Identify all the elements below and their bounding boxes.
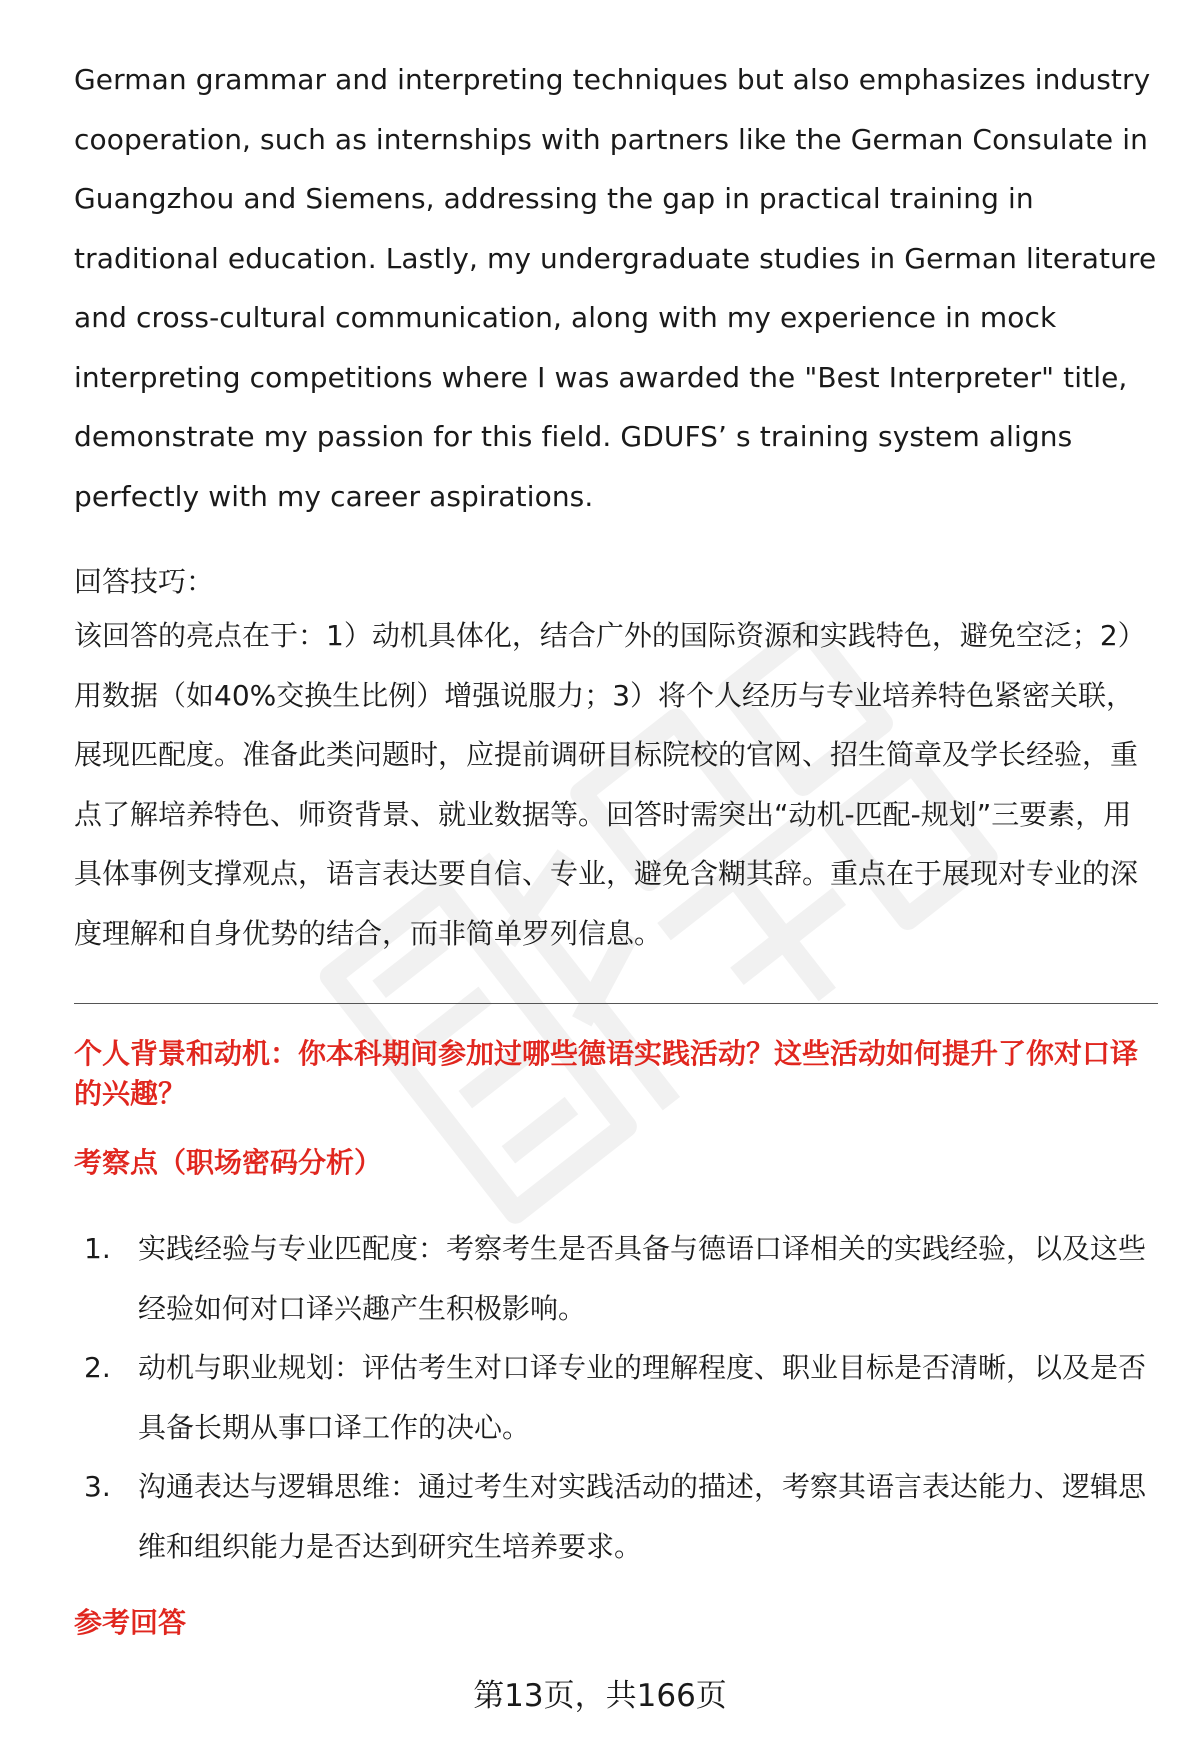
list-item <box>74 1338 1158 1457</box>
question-heading: 个人背景和动机：你本科期间参加过哪些德语实践活动？这些活动如何提升了你对口译的兴趣？ <box>74 1037 1139 1110</box>
intro-paragraph: German grammar and interpreting techniques but also emphasizes industry cooperation, such as internships with partners like the German Consulate in Guangzhou and Siemens, addressing the gap in practical training in traditional education. Lastly, my undergraduate studies in German literature and cross-cultural communication, along with my experience in mock interpreting competitions where I was awarded the "Best Interpreter" title, demonstrate my passion for this field. GDUFS’ s training system aligns perfectly with my career aspirations. <box>74 63 1157 513</box>
list-item-text: 沟通表达与逻辑思维：通过考生对实践活动的描述，考察其语言表达能力、逻辑思维和组织能力是否达到研究生培养要求。 <box>138 1470 1147 1563</box>
assessment-list <box>74 1219 1158 1576</box>
answer-title: 参考回答 <box>74 1606 187 1639</box>
assessment-title: 考察点（职场密码分析） <box>74 1146 383 1179</box>
tips-body: 该回答的亮点在于：1）动机具体化，结合广外的国际资源和实践特色，避免空泛；2）用数据（如40%交换生比例）增强说服力；3）将个人经历与专业培养特色紧密关联，展现匹配度。准备此类问题时，应提前调研目标院校的官网、招生简章及学长经验，重点了解培养特色、师资背景、就业数据等。回答时需突出“动机-匹配-规划”三要素，用具体事例支撑观点，语言表达要自信、专业，避免含糊其辞。重点在于展现对专业的深度理解和自身优势的结合，而非简单罗列信息。 <box>74 619 1146 950</box>
list-item-text: 实践经验与专业匹配度：考察考生是否具备与德语口译相关的实践经验，以及这些经验如何对口译兴趣产生积极影响。 <box>138 1232 1147 1325</box>
list-item-number: 2. <box>84 1351 111 1384</box>
list-item-number: 3. <box>84 1470 111 1503</box>
tips-heading: 回答技巧： <box>74 565 215 598</box>
list-item-text: 动机与职业规划：评估考生对口译专业的理解程度、职业目标是否清晰，以及是否具备长期从事口译工作的决心。 <box>138 1351 1147 1444</box>
document-page <box>74 50 1158 1643</box>
page-footer: 第13页，共166页 <box>473 1678 727 1714</box>
section-divider <box>74 1003 1158 1004</box>
list-item-number: 1. <box>84 1232 111 1265</box>
list-item <box>74 1457 1158 1576</box>
list-item <box>74 1219 1158 1338</box>
